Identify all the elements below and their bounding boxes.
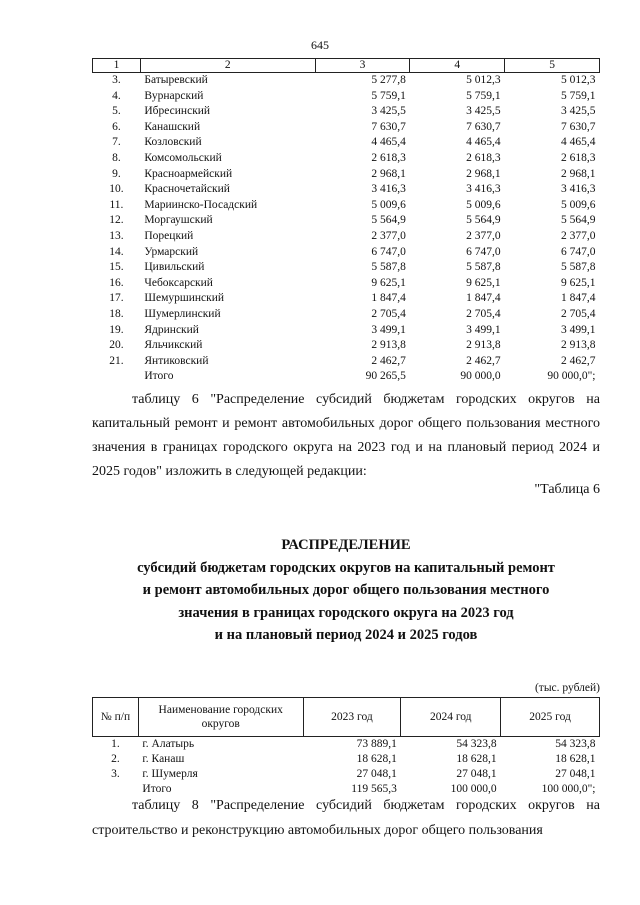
row-number: 10. xyxy=(109,183,124,196)
table-row xyxy=(93,767,600,782)
value-2023: 2 705,4 xyxy=(371,307,406,320)
table-row xyxy=(93,89,600,105)
district-name: Шумерлинский xyxy=(144,307,221,320)
district-name: Янтиковский xyxy=(144,354,209,367)
table-row xyxy=(93,752,600,767)
value-2023: 5 564,9 xyxy=(371,214,406,227)
value-2023: 3 425,5 xyxy=(371,105,406,118)
value-2024: 3 416,3 xyxy=(466,183,501,196)
value-2024: 5 009,6 xyxy=(466,198,501,211)
value-2023: 2 462,7 xyxy=(371,354,406,367)
table-row xyxy=(93,104,600,120)
table-row xyxy=(93,120,600,136)
district-name: Ибресинский xyxy=(144,105,211,118)
paragraph-table6-intro: таблицу 6 "Распределение субсидий бюджетам городских округов на капитальный ремонт и ремонт автомобильных дорог общего пользования местного значения в границах городского округа на 2023 год и на плановый период 2024 и 2025 годов" изложить в следующей редакции: xyxy=(92,392,600,479)
district-name: Ядринский xyxy=(144,323,199,336)
district-name: Красночетайский xyxy=(144,183,230,196)
value-2024: 5 587,8 xyxy=(466,261,501,274)
value-2025: 4 465,4 xyxy=(561,136,596,149)
table-row xyxy=(93,276,600,292)
value-2024: 90 000,0 xyxy=(460,370,501,383)
row-number: 7. xyxy=(112,136,121,149)
column-2024-header: 4 xyxy=(410,59,505,73)
district-name: Красноармейский xyxy=(144,167,233,180)
district-name: Урмарский xyxy=(144,245,199,258)
table-row xyxy=(93,229,600,245)
district-name: Козловский xyxy=(144,136,202,149)
column-number-header: 1 xyxy=(93,59,141,73)
value-2023: 90 265,5 xyxy=(365,370,406,383)
row-number: 6. xyxy=(112,120,121,133)
row-number: 2. xyxy=(111,753,120,765)
district-name: Чебоксарский xyxy=(144,276,213,289)
heading-line: и на плановый период 2024 и 2025 годов xyxy=(214,627,478,643)
value-2024: 1 847,4 xyxy=(466,292,501,305)
value-2025: 7 630,7 xyxy=(561,120,596,133)
value-2025: 6 747,0 xyxy=(561,245,596,258)
value-2024: 9 625,1 xyxy=(466,276,501,289)
district-name: Цивильский xyxy=(144,261,205,274)
table-row xyxy=(93,354,600,370)
table-row xyxy=(93,182,600,198)
value-2025: 5 009,6 xyxy=(561,198,596,211)
value-2025: 2 462,7 xyxy=(561,354,596,367)
table-row xyxy=(93,291,600,307)
total-label: Итого xyxy=(144,370,174,383)
value-2025: 3 499,1 xyxy=(561,323,596,336)
value-2025: 2 968,1 xyxy=(561,167,596,180)
row-number: 8. xyxy=(112,151,121,164)
value-2024: 100 000,0 xyxy=(450,783,497,795)
row-number: 4. xyxy=(112,89,121,102)
value-2025: 3 416,3 xyxy=(561,183,596,196)
row-number: 9. xyxy=(112,167,121,180)
value-2023: 9 625,1 xyxy=(371,276,406,289)
value-2025: 27 048,1 xyxy=(555,768,596,780)
value-2024: 3 499,1 xyxy=(466,323,501,336)
value-2023: 5 009,6 xyxy=(371,198,406,211)
column-2025-header: 2025 год xyxy=(501,698,600,737)
column-2025-header: 5 xyxy=(505,59,600,73)
value-2025: 100 000,0"; xyxy=(541,783,596,795)
district-name: Батыревский xyxy=(144,74,208,86)
district-name: Моргаушский xyxy=(144,214,213,227)
table-row xyxy=(93,260,600,276)
value-2024: 6 747,0 xyxy=(466,245,501,258)
column-number-header: № п/п xyxy=(93,698,139,737)
value-2024: 2 913,8 xyxy=(466,339,501,352)
row-number: 18. xyxy=(109,307,124,320)
value-2024: 7 630,7 xyxy=(466,120,501,133)
value-2025: 5 587,8 xyxy=(561,261,596,274)
table-row xyxy=(93,338,600,354)
value-2023: 119 565,3 xyxy=(351,783,397,795)
row-number: 12. xyxy=(109,214,124,227)
value-2025: 2 913,8 xyxy=(561,339,596,352)
value-2023: 2 913,8 xyxy=(371,339,406,352)
row-number: 1. xyxy=(111,738,120,750)
value-2023: 3 499,1 xyxy=(371,323,406,336)
table-row xyxy=(93,323,600,339)
value-2023: 2 968,1 xyxy=(371,167,406,180)
row-number: 14. xyxy=(109,245,124,258)
value-2024: 3 425,5 xyxy=(466,105,501,118)
value-2024: 2 705,4 xyxy=(466,307,501,320)
value-2023: 2 377,0 xyxy=(371,229,406,242)
value-2025: 90 000,0"; xyxy=(547,370,596,383)
row-number: 3. xyxy=(111,768,120,780)
table-row xyxy=(93,135,600,151)
district-name: Канашский xyxy=(144,120,201,133)
value-2023: 2 618,3 xyxy=(371,151,406,164)
table-row xyxy=(93,151,600,167)
value-2024: 54 323,8 xyxy=(456,738,497,750)
row-number: 21. xyxy=(109,354,124,367)
heading-line: и ремонт автомобильных дорог общего пользования местного xyxy=(142,582,550,598)
value-2023: 73 889,1 xyxy=(356,738,397,750)
value-2023: 27 048,1 xyxy=(356,768,397,780)
value-2023: 6 747,0 xyxy=(371,245,406,258)
district-name: г. Алатырь xyxy=(142,738,195,750)
value-2023: 7 630,7 xyxy=(371,120,406,133)
row-number: 16. xyxy=(109,276,124,289)
value-2024: 5 012,3 xyxy=(466,74,501,86)
value-2024: 18 628,1 xyxy=(456,753,497,765)
units-label: (тыс. рублей) xyxy=(534,682,600,694)
value-2024: 5 564,9 xyxy=(466,214,501,227)
row-number: 15. xyxy=(109,261,124,274)
paragraph-table8-intro: таблицу 8 "Распределение субсидий бюджетам городских округов на строительство и реконструкцию автомобильных дорог общего пользования xyxy=(92,798,600,838)
table-row xyxy=(93,213,600,229)
table-header-row xyxy=(93,698,600,737)
row-number: 19. xyxy=(109,323,124,336)
row-number: 17. xyxy=(109,292,124,305)
value-2025: 1 847,4 xyxy=(561,292,596,305)
table-header-row xyxy=(93,59,600,73)
district-name: Вурнарский xyxy=(144,89,204,102)
value-2025: 5 564,9 xyxy=(561,214,596,227)
total-spacer xyxy=(93,369,141,385)
value-2023: 3 416,3 xyxy=(371,183,406,196)
district-name: г. Шумерля xyxy=(142,768,198,780)
district-name: Яльчикский xyxy=(144,339,203,352)
table-total-row xyxy=(93,369,600,385)
table-row xyxy=(93,245,600,261)
column-name-header: Наименование городских округов xyxy=(138,698,303,737)
value-2025: 3 425,5 xyxy=(561,105,596,118)
heading-line: значения в границах городского округа на 2023 год xyxy=(178,604,514,621)
value-2025: 54 323,8 xyxy=(555,738,596,750)
district-name: Порецкий xyxy=(144,229,194,242)
table-municipal-districts xyxy=(92,58,600,385)
column-2023-header: 2023 год xyxy=(303,698,401,737)
value-2024: 2 968,1 xyxy=(466,167,501,180)
value-2023: 5 587,8 xyxy=(371,261,406,274)
page-number: 645 xyxy=(311,38,329,52)
value-2025: 18 628,1 xyxy=(555,753,596,765)
column-name-header: 2 xyxy=(140,59,315,73)
value-2023: 1 847,4 xyxy=(371,292,406,305)
distribution-heading xyxy=(92,534,600,647)
district-name: Комсомольский xyxy=(144,151,222,164)
row-number: 5. xyxy=(112,105,121,118)
value-2024: 2 618,3 xyxy=(466,151,501,164)
value-2025: 2 618,3 xyxy=(561,151,596,164)
value-2023: 5 759,1 xyxy=(371,89,406,102)
table-row xyxy=(93,73,600,89)
value-2023: 18 628,1 xyxy=(356,753,397,765)
value-2024: 2 377,0 xyxy=(466,229,501,242)
district-name: г. Канаш xyxy=(142,753,185,765)
row-number: 13. xyxy=(109,229,124,242)
table-label: "Таблица 6 xyxy=(534,482,600,497)
table-row xyxy=(93,737,600,753)
value-2024: 27 048,1 xyxy=(456,768,497,780)
value-2024: 2 462,7 xyxy=(466,354,501,367)
total-label: Итого xyxy=(142,783,172,795)
table-row xyxy=(93,307,600,323)
table-city-districts xyxy=(92,697,600,797)
value-2025: 2 377,0 xyxy=(561,229,596,242)
heading-line: РАСПРЕДЕЛЕНИЕ xyxy=(281,537,411,553)
value-2025: 2 705,4 xyxy=(561,307,596,320)
heading-line: субсидий бюджетам городских округов на капитальный ремонт xyxy=(137,559,555,576)
district-name: Шемуршинский xyxy=(144,292,225,305)
column-2023-header: 3 xyxy=(315,59,410,73)
value-2024: 5 759,1 xyxy=(466,89,501,102)
table-row xyxy=(93,167,600,183)
row-number: 3. xyxy=(112,74,121,86)
row-number: 20. xyxy=(109,339,124,352)
value-2023: 5 277,8 xyxy=(371,74,406,86)
value-2025: 5 759,1 xyxy=(561,89,596,102)
table-row xyxy=(93,198,600,214)
value-2023: 4 465,4 xyxy=(371,136,406,149)
district-name: Мариинско-Посадский xyxy=(144,198,258,211)
row-number: 11. xyxy=(109,198,124,211)
value-2024: 4 465,4 xyxy=(466,136,501,149)
value-2025: 5 012,3 xyxy=(561,74,596,86)
column-2024-header: 2024 год xyxy=(401,698,501,737)
value-2025: 9 625,1 xyxy=(561,276,596,289)
